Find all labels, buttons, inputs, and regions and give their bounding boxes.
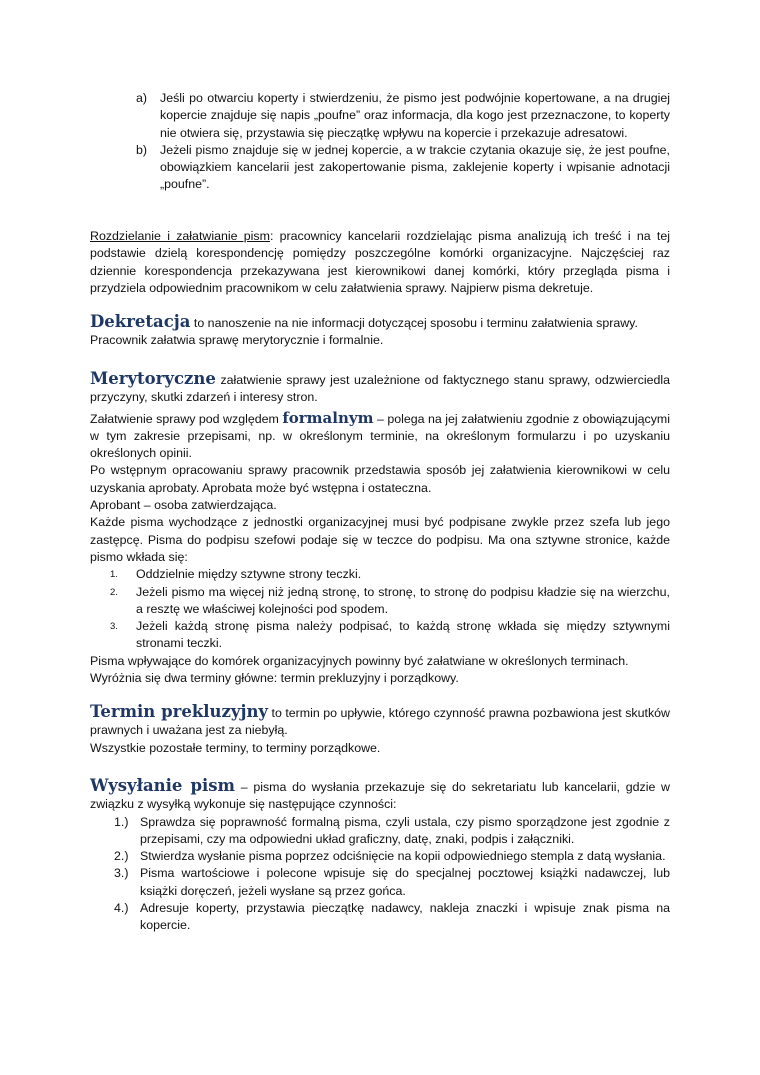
- list-item-text: Stwierdza wysłanie pisma poprzez odciśnięcie na kopii odpowiedniego stempla z datą wysłania.: [140, 849, 666, 864]
- wysylanie-paragraph: [90, 777, 670, 814]
- dekretacja-section: [90, 313, 670, 350]
- teczka-list: [110, 566, 670, 652]
- list-marker: 1.: [110, 569, 118, 581]
- list-item: [114, 814, 670, 849]
- list-item: [110, 566, 670, 583]
- list-marker: 4.): [114, 901, 129, 916]
- list-item-text: Oddzielnie między sztywne strony teczki.: [136, 567, 362, 582]
- list-marker: 1.): [114, 814, 129, 829]
- list-marker: 3.): [114, 866, 129, 881]
- list-item-text: Sprawdza się poprawność formalną pisma, czyli ustala, czy pismo sporządzone jest zgodnie z przepisami, czy ma odpowiedni układ graficzny, datę, znaki, podpis i załączniki.: [140, 814, 670, 846]
- list-item: [114, 848, 670, 865]
- wysylanie-heading: Wysyłanie pism: [90, 776, 236, 795]
- list-item: [110, 584, 670, 619]
- formalne-post: – polega na jej załatwieniu zgodnie z obowiązującymi w tym zakresie przepisami, np. w określonym terminie, na określonym formularzu i po uzyskaniu określonych opinii.: [90, 411, 670, 461]
- terminy-paragraph: Pisma wpływające do komórek organizacyjnych powinny być załatwiane w określonych terminach.: [90, 653, 629, 668]
- podpis-paragraph: Każde pisma wychodzące z jednostki organizacyjnej musi być podpisane zwykle przez szefa lub jego zastępcę. Pisma do podpisu szefowi podaje się w teczce do podpisu. Ma ona sztywne stronice, każde pismo wkłada się:: [90, 515, 670, 564]
- wysylanie-text: – pisma do wysłania przekazuje się do sekretariatu lub kancelarii, gdzie w związku z wysyłką wykonuje się następujące czynności:: [90, 780, 671, 812]
- merytoryczne-section: [90, 370, 670, 687]
- dekretacja-paragraph: [90, 313, 670, 332]
- list-item-text: Adresuje koperty, przystawia pieczątkę nadawcy, nakleja znaczki i wpisuje znak pisma na kopercie.: [140, 901, 670, 933]
- aprobata-paragraph: Po wstępnym opracowaniu sprawy pracownik przedstawia sposób jej załatwienia kierownikowi w celu uzyskania aprobaty. Aprobata może być wstępna i ostateczna.: [90, 463, 670, 495]
- list-marker: b): [136, 142, 148, 157]
- list-item-text: Jeżeli pismo znajduje się w jednej kopercie, a w trakcie czytania okazuje się, że jest poufne, obowiązkiem kancelarii jest zakopertowanie pisma, zaklejenie koperty i wpisanie adnotacji „poufne”.: [160, 142, 670, 192]
- wysylanie-list: [114, 814, 670, 935]
- terminy-glowne-paragraph: Wyróżnia się dwa terminy główne: termin prekluzyjny i porządkowy.: [90, 671, 459, 686]
- merytoryczne-text: załatwienie sprawy jest uzależnione od faktycznego stanu sprawy, odzwierciedla przyczyny, skutki zdarzeń i interesy stron.: [90, 373, 670, 405]
- dekretacja-text: to nanoszenie na nie informacji dotyczącej sposobu i terminu załatwienia sprawy.: [190, 316, 638, 330]
- termin-heading: Termin prekluzyjny: [90, 702, 269, 721]
- rozdzielanie-paragraph: [90, 228, 670, 297]
- list-item: [114, 900, 670, 935]
- rozdzielanie-term: Rozdzielanie i załatwianie pism: [90, 229, 270, 243]
- termin-line2: Wszystkie pozostałe terminy, to terminy porządkowe.: [90, 740, 381, 755]
- list-item: [136, 142, 670, 194]
- formalne-word: formalnym: [282, 408, 374, 427]
- list-marker: 2.): [114, 849, 129, 864]
- merytoryczne-heading: Merytoryczne: [90, 369, 216, 388]
- list-item: [114, 865, 670, 900]
- list-marker: a): [136, 91, 148, 105]
- aprobant-paragraph: Aprobant – osoba zatwierdzająca.: [90, 498, 277, 513]
- alpha-list: [136, 90, 670, 194]
- dekretacja-heading: Dekretacja: [90, 312, 191, 331]
- list-item-text: Jeśli po otwarciu koperty i stwierdzeniu, że pismo jest podwójnie kopertowane, a na drugiej kopercie znajduje się napis „poufne” oraz informacja, dla kogo jest przeznaczone, to koperty nie otwiera się, przystawia się pieczątkę wpływu na kopercie i przekazuje adresatowi.: [160, 91, 670, 140]
- wysylanie-section: [90, 777, 670, 935]
- termin-section: [90, 703, 670, 757]
- list-item: [110, 618, 670, 653]
- termin-text: to termin po upływie, którego czynność prawna pozbawiona jest skutków prawnych i uważana jest za niebyłą.: [90, 706, 670, 738]
- merytoryczne-paragraph: [90, 370, 670, 407]
- termin-paragraph: [90, 703, 670, 740]
- list-item-text: Jeżeli pismo ma więcej niż jedną stronę, to stronę, to stronę do podpisu kładzie się na wierzchu, a resztę we właściwej kolejności pod spodem.: [136, 584, 670, 616]
- rozdzielanie-section: [90, 228, 670, 297]
- rozdzielanie-text: : pracownicy kancelarii rozdzielając pisma analizują ich treść i na tej podstawie dzielą korespondencję pomiędzy poszczególne komórki organizacyjne. Najczęściej raz dziennie korespondencja przekazywana jest kierownikowi danej komórki, który przegląda pisma i przydziela odpowiednim pracownikom w celu załatwienia sprawy. Najpierw pisma dekretuje.: [90, 229, 670, 295]
- dekretacja-line2: Pracownik załatwia sprawę merytorycznie i formalnie.: [90, 333, 384, 348]
- list-item-text: Pisma wartościowe i polecone wpisuje się do specjalnej pocztowej książki nadawczej, lub książki doręczeń, jeżeli wysłane są przez gońca.: [140, 866, 670, 898]
- formalne-pre: Załatwienie sprawy pod względem: [90, 411, 283, 426]
- list-item: [136, 90, 670, 142]
- list-marker: 3.: [110, 621, 118, 633]
- list-marker: 2.: [110, 586, 118, 598]
- formalne-paragraph: [90, 410, 670, 463]
- list-item-text: Jeżeli każdą stronę pisma należy podpisać, to każdą stronę wkłada się między sztywnymi stronami teczki.: [136, 619, 670, 651]
